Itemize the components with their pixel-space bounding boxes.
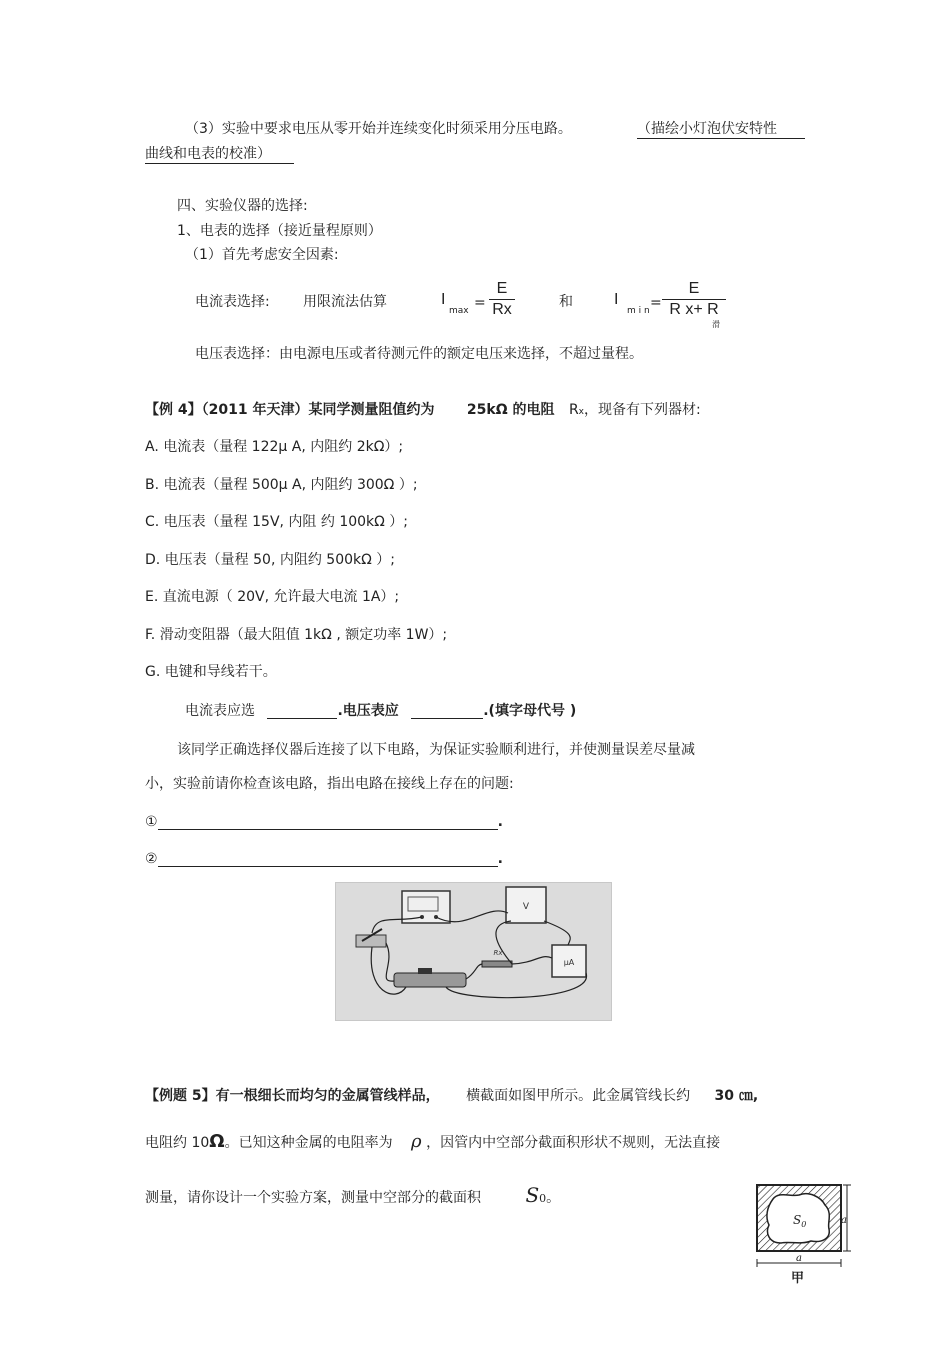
imax-equals: = xyxy=(474,295,486,311)
p3-line2: 曲线和电表的校准） xyxy=(145,145,294,164)
voltmeter-answer-blank[interactable] xyxy=(411,704,483,719)
ex4-item-d: D. 电压表（量程 50, 内阻约 500kΩ ）; xyxy=(145,552,395,568)
p3-line1: （3）实验中要求电压从零开始并连续变化时须采用分压电路。 xyxy=(185,121,572,137)
ex5-line3: 测量，请你设计一个实验方案，测量中空部分的截面积 S0。 xyxy=(145,1183,561,1207)
answer-line-1: ① . xyxy=(145,814,503,830)
voltmeter-glyph: V xyxy=(522,902,530,912)
section4-title: 四、实验仪器的选择: xyxy=(177,198,308,214)
imin-fraction xyxy=(662,279,726,320)
ex4-item-g: G. 电键和导线若干。 xyxy=(145,664,277,680)
imin-denominator-sub: 滑 xyxy=(712,320,720,329)
ex4-item-c: C. 电压表（量程 15V, 内阻 约 100kΩ ）; xyxy=(145,514,409,530)
section4-sub1: 1、电表的选择（接近量程原则） xyxy=(177,223,382,239)
voltmeter-rule: 电压表选择：由电源电压或者待测元件的额定电压来选择，不超过量程。 xyxy=(195,346,643,362)
ex4-fill-line: 电流表应选 .电压表应 .(填字母代号 ) xyxy=(185,703,577,719)
and-word: 和 xyxy=(559,294,573,310)
resistor-glyph: Rx xyxy=(493,949,503,957)
s0-figure-label: $S_0$ xyxy=(793,1213,807,1229)
rheostat-device xyxy=(394,973,466,987)
rho-symbol: ρ xyxy=(411,1131,422,1152)
ex4-para1: 该同学正确选择仪器后连接了以下电路，为保证实验顺利进行，并使测量误差尽量减 xyxy=(177,742,695,758)
ex4-item-f: F. 滑动变阻器（最大阻值 1kΩ , 额定功率 1W）; xyxy=(145,627,448,643)
ex4-para2: 小，实验前请你检查该电路，指出电路在接线上存在的问题: xyxy=(145,776,514,792)
ammeter-answer-blank[interactable] xyxy=(267,704,337,719)
s0-symbol: S xyxy=(525,1183,540,1207)
bottom-a-label: a xyxy=(796,1253,802,1264)
side-a-label: a xyxy=(841,1215,847,1226)
circuit-photo xyxy=(335,882,612,1021)
answer-blank-1[interactable] xyxy=(158,815,498,830)
imin-subscript: m i n xyxy=(627,306,650,316)
imin-symbol: I xyxy=(614,291,619,308)
microammeter-glyph: μA xyxy=(563,958,575,967)
p3-paren: （描绘小灯泡伏安特性 xyxy=(637,120,805,139)
imax-denominator: Rx xyxy=(492,301,512,318)
power-supply xyxy=(402,891,450,923)
ammeter-method: 用限流法估算 xyxy=(303,294,387,310)
imax-subscript: max xyxy=(449,306,469,316)
imin-numerator: E xyxy=(688,280,700,297)
imax-symbol: I xyxy=(441,291,446,308)
imax-fraction xyxy=(489,279,515,320)
switch-device xyxy=(356,935,386,947)
omega-symbol: Ω xyxy=(209,1131,225,1152)
cross-section-figure xyxy=(755,1183,853,1288)
answer-line-2: ② . xyxy=(145,851,503,867)
answer-blank-2[interactable] xyxy=(158,852,498,867)
imin-equals: = xyxy=(650,295,662,311)
ex5-line1: 【例题 5】有一根细长而均匀的金属管线样品， 横截面如图甲所示。此金属管线长约 30 ㎝, xyxy=(145,1088,759,1104)
ex4-item-a: A. 电流表（量程 122μ A, 内阻约 2kΩ）; xyxy=(145,439,404,455)
ex5-line2: 电阻约 10Ω。已知这种金属的电阻率为 ρ ，因管内中空部分截面积形状不规则，无法直接 xyxy=(145,1131,721,1152)
imin-denominator: R x+ R xyxy=(669,301,719,318)
resistor-device xyxy=(482,961,512,967)
ex4-item-b: B. 电流表（量程 500μ A, 内阻约 300Ω ）; xyxy=(145,477,418,493)
ex4-heading: 【例 4】（2011 年天津）某同学测量阻值约为 25kΩ 的电阻 Rx，现备有下列器材: xyxy=(145,402,701,418)
imax-numerator: E xyxy=(496,280,508,297)
ex4-item-e: E. 直流电源（ 20V, 允许最大电流 1A）; xyxy=(145,589,400,605)
section4-sub2: （1）首先考虑安全因素: xyxy=(185,247,339,263)
ammeter-label: 电流表选择: xyxy=(195,294,270,310)
figure-caption: 甲 xyxy=(791,1271,805,1286)
